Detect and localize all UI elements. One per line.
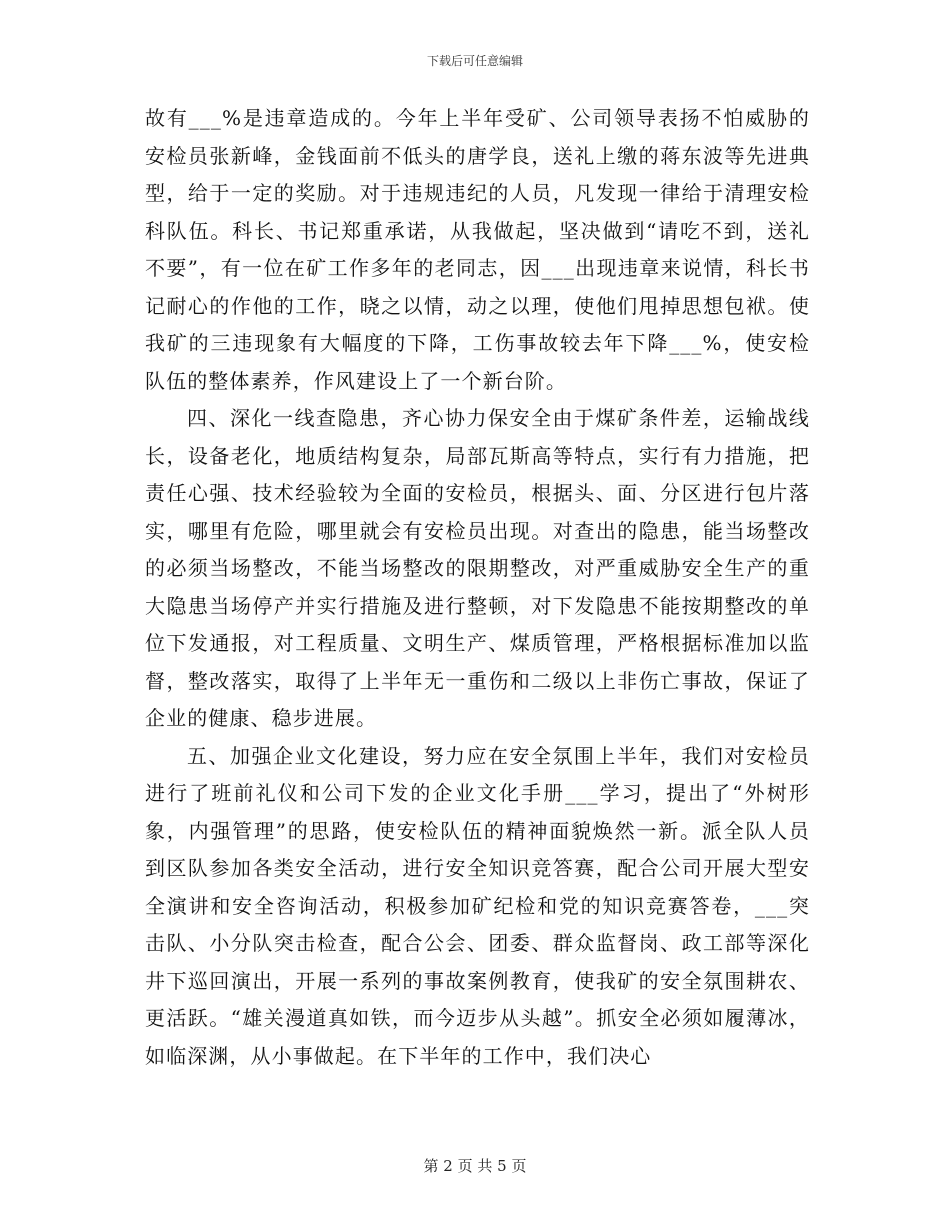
paragraph-continuation: 故有___%是违章造成的。今年上半年受矿、公司领导表扬不怕威胁的安检员张新峰，金钱面前不低头的唐学良，送礼上缴的蒋东波等先进典型，给于一定的奖励。对于违规违纪的人员，凡发现一律给于清理安检科队伍。科长、书记郑重承诺，从我做起，坚决做到“请吃不到，送礼不要”，有一位在矿工作多年的老同志，因___出现违章来说情，科长书记耐心的作他的工作，晓之以情，动之以理，使他们甩掉思想包袱。使我矿的三违现象有大幅度的下降，工伤事故较去年下降___%，使安检队伍的整体素养，作风建设上了一个新台阶。 (145, 106, 810, 393)
page-number: 第 2 页 共 5 页 (423, 1157, 527, 1175)
paragraph-section-five: 五、加强企业文化建设，努力应在安全氛围上半年，我们对安检员进行了班前礼仪和公司下发的企业文化手册___学习，提出了“外树形象，内强管理”的思路，使安检队伍的精神面貌焕然一新。派全队人员到区队参加各类安全活动，进行安全知识竞答赛，配合公司开展大型安全演讲和安全咨询活动，积极参加矿纪检和党的知识竞赛答卷，___突击队、小分队突击检查，配合公会、团委、群众监督岗、政工部等深化井下巡回演出，开展一系列的事故案例教育，使我矿的安全氛围耕农、更活跃。“雄关漫道真如铁，而今迈步从头越”。抓安全必须如履薄冰，如临深渊，从小事做起。在下半年的工作中，我们决心 (145, 743, 810, 1068)
document-body (145, 100, 810, 1075)
page-header-note: 下载后可任意编辑 (426, 54, 523, 68)
paragraph-section-four: 四、深化一线查隐患，齐心协力保安全由于煤矿条件差，运输战线长，设备老化，地质结构复杂，局部瓦斯高等特点，实行有力措施，把责任心强、技术经验较为全面的安检员，根据头、面、分区进行包片落实，哪里有危险，哪里就会有安检员出现。对查出的隐患，能当场整改的必须当场整改，不能当场整改的限期整改，对严重威胁安全生产的重大隐患当场停产并实行措施及进行整顿，对下发隐患不能按期整改的单位下发通报，对工程质量、文明生产、煤质管理，严格根据标准加以监督，整改落实，取得了上半年无一重伤和二级以上非伤亡事故，保证了企业的健康、稳步进展。 (145, 406, 810, 730)
